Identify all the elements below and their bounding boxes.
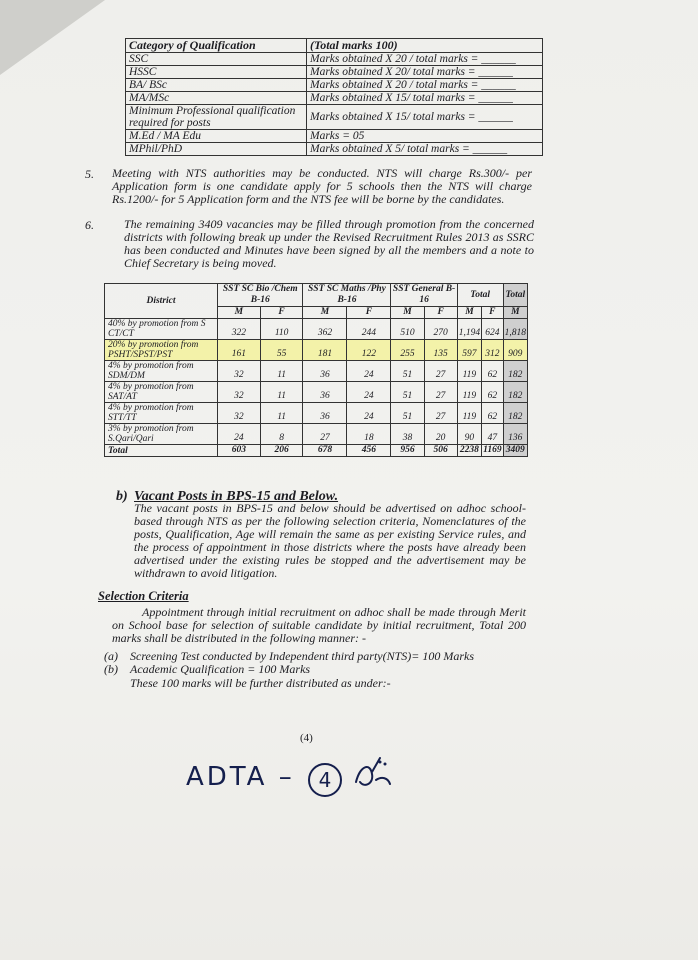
- qualification-row: [126, 53, 543, 66]
- vacancy-count: 362: [303, 319, 347, 340]
- vacancy-count: 32: [218, 361, 261, 382]
- vacancy-count: 38: [391, 424, 424, 445]
- vacancy-count: 312: [482, 340, 503, 361]
- section-b-marker: b): [116, 489, 128, 504]
- vacancy-count: 55: [260, 340, 303, 361]
- district-table-row: [105, 403, 528, 424]
- vacancy-count: 20: [424, 424, 457, 445]
- gender-subheader: M: [457, 307, 481, 319]
- vacancy-count: 1,194: [457, 319, 481, 340]
- vacancy-count: 909: [503, 340, 527, 361]
- vacancy-count: 206: [260, 445, 303, 457]
- qualification-table: [125, 38, 543, 156]
- district-table-row: [105, 319, 528, 340]
- qualification-category: HSSC: [126, 66, 307, 79]
- qualification-formula: Marks = 05: [307, 130, 543, 143]
- selection-criteria-text: Appointment through initial recruitment on adhoc shall be made through Merit on School base for selection of suitable candidate by initial recruitment, Total 200 marks shall be distributed in the following manner: -: [112, 605, 526, 645]
- district-table-row: [105, 445, 528, 457]
- vacancy-count: 36: [303, 361, 347, 382]
- district-table-row: [105, 424, 528, 445]
- vacancy-count: 3409: [503, 445, 527, 457]
- para5-text: Meeting with NTS authorities may be conducted. NTS will charge Rs.300/- per Application form is one candidate apply for 5 schools then the NTS will charge Rs.1200/- for 5 Application form and the NTS fee will be borne by the candidates.: [112, 166, 532, 206]
- promotion-category: Total: [105, 445, 218, 457]
- sst-bio-col-header: SST SC Bio /Chem B-16: [218, 284, 303, 307]
- item-a-text: Screening Test conducted by Independent third party(NTS)= 100 Marks: [130, 649, 475, 663]
- vacancy-count: 255: [391, 340, 424, 361]
- promotion-category: 3% by promotion from S.Qari/Qari: [105, 424, 218, 445]
- vacancy-count: 24: [347, 403, 391, 424]
- qualification-row: [126, 92, 543, 105]
- gender-subheader: M: [218, 307, 261, 319]
- para6-text: The remaining 3409 vacancies may be filled through promotion from the concerned districts with following break up under the Revised Recruitment Rules 2013 as SSRC has been conducted and Minutes have been signed by all the members and a note to Chief Secretary is being moved.: [124, 217, 534, 270]
- vacancy-count: 136: [503, 424, 527, 445]
- vacancy-count: 956: [391, 445, 424, 457]
- vacancy-count: 27: [424, 382, 457, 403]
- district-table-row: [105, 361, 528, 382]
- gender-subheader: F: [482, 307, 503, 319]
- vacancy-count: 47: [482, 424, 503, 445]
- vacancy-count: 8: [260, 424, 303, 445]
- vacancy-count: 36: [303, 403, 347, 424]
- folded-corner: [0, 0, 105, 75]
- qualification-row: [126, 79, 543, 92]
- section-b-heading: Vacant Posts in BPS-15 and Below.: [134, 489, 339, 504]
- item-b-marker: (b): [104, 662, 118, 676]
- gender-subheader: F: [260, 307, 303, 319]
- qualification-formula: Marks obtained X 15/ total marks = ______: [307, 105, 543, 130]
- vacancy-count: 90: [457, 424, 481, 445]
- vacancy-count: 27: [424, 403, 457, 424]
- vacancy-count: 32: [218, 403, 261, 424]
- vacancy-count: 624: [482, 319, 503, 340]
- vacancy-count: 603: [218, 445, 261, 457]
- selection-criteria-heading: Selection Criteria: [98, 589, 189, 603]
- vacancy-count: 24: [347, 382, 391, 403]
- vacancy-count: 11: [260, 382, 303, 403]
- qualification-formula: Marks obtained X 20 / total marks = ______: [307, 79, 543, 92]
- vacancy-count: 182: [503, 361, 527, 382]
- vacancy-count: 27: [424, 361, 457, 382]
- vacancy-count: 597: [457, 340, 481, 361]
- qualification-category: MPhil/PhD: [126, 143, 307, 156]
- grand-total-col-header: Total: [503, 284, 527, 307]
- vacancy-count: 51: [391, 403, 424, 424]
- vacancy-count: 24: [347, 361, 391, 382]
- qualification-category: BA/ BSc: [126, 79, 307, 92]
- handwritten-circled-number: 4: [308, 763, 342, 797]
- promotion-category: 40% by promotion from S CT/CT: [105, 319, 218, 340]
- qualification-category: MA/MSc: [126, 92, 307, 105]
- vacancy-count: 510: [391, 319, 424, 340]
- handwritten-note: ADTA –: [186, 762, 295, 792]
- vacancy-count: 135: [424, 340, 457, 361]
- vacancy-count: 270: [424, 319, 457, 340]
- item-b-text: Academic Qualification = 100 Marks: [130, 662, 311, 676]
- qualification-row: [126, 66, 543, 79]
- vacancy-count: 51: [391, 382, 424, 403]
- vacancy-count: 24: [218, 424, 261, 445]
- vacancy-count: 32: [218, 382, 261, 403]
- qualification-formula: Marks obtained X 20/ total marks = ______: [307, 66, 543, 79]
- promotion-category: 4% by promotion from SDM/DM: [105, 361, 218, 382]
- qualification-row: [126, 105, 543, 130]
- district-table-row: [105, 340, 528, 361]
- qualification-formula: Marks obtained X 20 / total marks = ______: [307, 53, 543, 66]
- vacancy-count: 110: [260, 319, 303, 340]
- sst-general-col-header: SST General B-16: [391, 284, 457, 307]
- promotion-category: 20% by promotion from PSHT/SPST/PST: [105, 340, 218, 361]
- qualification-col-marks: (Total marks 100): [307, 39, 543, 53]
- vacancy-count: 11: [260, 403, 303, 424]
- vacancy-count: 161: [218, 340, 261, 361]
- vacancy-count: 1,818: [503, 319, 527, 340]
- vacancy-count: 51: [391, 361, 424, 382]
- vacancy-count: 678: [303, 445, 347, 457]
- vacancy-count: 119: [457, 403, 481, 424]
- qualification-formula: Marks obtained X 15/ total marks = ______: [307, 92, 543, 105]
- vacancy-count: 27: [303, 424, 347, 445]
- vacancy-count: 119: [457, 361, 481, 382]
- vacancy-count: 11: [260, 361, 303, 382]
- vacancy-count: 244: [347, 319, 391, 340]
- item-a-marker: (a): [104, 649, 118, 663]
- vacancy-count: 181: [303, 340, 347, 361]
- district-table-row: [105, 382, 528, 403]
- para5-number: 5.: [85, 167, 94, 181]
- distribution-note: These 100 marks will be further distributed as under:-: [130, 676, 391, 690]
- vacancy-count: 182: [503, 382, 527, 403]
- vacancy-count: 62: [482, 403, 503, 424]
- para6-number: 6.: [85, 218, 94, 232]
- qualification-row: [126, 143, 543, 156]
- vacancy-count: 122: [347, 340, 391, 361]
- qualification-category: SSC: [126, 53, 307, 66]
- qualification-col-category: Category of Qualification: [126, 39, 307, 53]
- vacancy-count: 322: [218, 319, 261, 340]
- qualification-category: M.Ed / MA Edu: [126, 130, 307, 143]
- qualification-header-row: [126, 39, 543, 53]
- vacancy-count: 18: [347, 424, 391, 445]
- handwritten-initials-mark: [350, 752, 396, 794]
- qualification-category: Minimum Professional qualification required for posts: [126, 105, 307, 130]
- promotion-category: 4% by promotion from STT/TT: [105, 403, 218, 424]
- total-col-header: Total: [457, 284, 503, 307]
- gender-subheader: F: [424, 307, 457, 319]
- vacancy-count: 119: [457, 382, 481, 403]
- gender-subheader: M: [503, 307, 527, 319]
- gender-subheader: M: [391, 307, 424, 319]
- gender-subheader: F: [347, 307, 391, 319]
- section-b-text: The vacant posts in BPS-15 and below should be advertised on adhoc school-based through NTS as per the following selection criteria, Nomenclatures of the posts, Qualification, Age will remain the same as per existing Service rules, and the process of appointment in those districts where the posts have already been advertised under the existing rules be stopped and the advertisement may be withdrawn to avoid litigation.: [134, 501, 526, 580]
- vacancy-count: 506: [424, 445, 457, 457]
- vacancy-count: 182: [503, 403, 527, 424]
- qualification-formula: Marks obtained X 5/ total marks = ______: [307, 143, 543, 156]
- page-number: (4): [300, 732, 313, 744]
- district-col-header: District: [105, 284, 218, 319]
- vacancy-count: 1169: [483, 445, 502, 455]
- sst-maths-col-header: SST SC Maths /Phy B-16: [303, 284, 391, 307]
- vacancy-count: 456: [347, 445, 391, 457]
- district-table: [104, 283, 528, 457]
- vacancy-count: 62: [482, 382, 503, 403]
- vacancy-count: 2238: [457, 445, 481, 457]
- vacancy-count: 62: [482, 361, 503, 382]
- qualification-row: [126, 130, 543, 143]
- vacancy-count: 36: [303, 382, 347, 403]
- promotion-category: 4% by promotion from SAT/AT: [105, 382, 218, 403]
- gender-subheader: M: [303, 307, 347, 319]
